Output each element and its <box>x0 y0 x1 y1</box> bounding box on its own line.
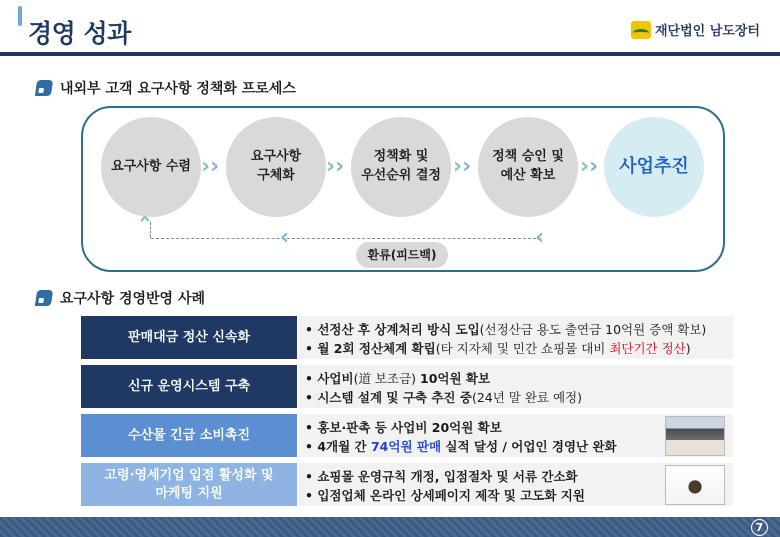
highlight-text: 최단기간 정산 <box>609 341 686 356</box>
chevron-left-icon: ‹ <box>535 225 545 250</box>
bold-text: • 홍보·판촉 등 사업비 20억원 확보 <box>305 420 502 435</box>
chevron-right-icon: ›› <box>453 154 472 179</box>
step-label: 요구사항 수렴 <box>111 158 191 174</box>
case-line <box>305 418 727 437</box>
process-step-3 <box>351 117 451 217</box>
header-divider <box>0 52 780 56</box>
header <box>0 0 780 56</box>
bold-text: • 선정산 후 상계처리 방식 도입 <box>305 322 480 337</box>
header-accent-bar <box>18 6 22 26</box>
highlight-text: 74억원 판매 <box>370 439 442 454</box>
process-step-1 <box>101 117 201 217</box>
section-bullet-icon <box>35 80 53 96</box>
case-body-1 <box>299 316 733 359</box>
bold-text: • 월 2회 정산체계 확립 <box>305 341 436 356</box>
section-cases-heading <box>36 288 205 308</box>
process-step-5 <box>604 117 704 217</box>
event-photo-thumbnail <box>665 416 725 456</box>
feedback-badge: 환류(피드백) <box>356 242 448 268</box>
product-photo-thumbnail <box>665 465 725 505</box>
step-label: 정책화 및 우선순위 결정 <box>361 149 441 183</box>
chevron-up-icon: › <box>132 214 158 224</box>
step-label: 정책 승인 및 예산 확보 <box>492 149 564 183</box>
case-label-3: 수산물 긴급 소비촉진 <box>81 414 297 457</box>
org-logo <box>631 20 760 39</box>
logo-icon <box>631 21 651 39</box>
case-line <box>305 339 727 358</box>
bold-text: • 4개월 간 <box>305 439 371 454</box>
plain-text: (타 지자체 및 민간 쇼핑몰 대비 <box>435 341 610 356</box>
bold-text: 10억원 확보 <box>420 371 491 386</box>
feedback-connector <box>150 222 151 238</box>
section-title: 내외부 고객 요구사항 정책화 프로세스 <box>60 81 296 97</box>
plain-text: (선정산금 용도 출연금 10억원 증액 확보) <box>479 322 707 337</box>
case-body-4 <box>299 463 733 506</box>
plain-text: (24년 말 완료 예정) <box>471 390 582 405</box>
chevron-right-icon: ›› <box>201 154 220 179</box>
page-number: 7 <box>751 519 768 536</box>
step-label: 요구사항 구체화 <box>250 149 302 183</box>
section-title: 요구사항 경영반영 사례 <box>60 291 205 307</box>
plain-text: ) <box>685 341 691 356</box>
bold-text: • 사업비 <box>305 371 354 386</box>
case-body-3 <box>299 414 733 457</box>
bold-text: • 쇼핑몰 운영규칙 개정, 입점절차 및 서류 간소화 <box>305 469 578 484</box>
bold-text: • 입점업체 온라인 상세페이지 제작 및 고도화 지원 <box>305 488 585 503</box>
case-label-2: 신규 운영시스템 구축 <box>81 365 297 408</box>
chevron-right-icon: ›› <box>326 154 345 179</box>
step-label: 사업추진 <box>619 155 689 177</box>
bold-text: 실적 달성 / 어업인 경영난 완화 <box>441 439 617 454</box>
process-step-4 <box>478 117 578 217</box>
chevron-right-icon: ›› <box>580 154 599 179</box>
case-line <box>305 369 727 388</box>
case-line <box>305 486 727 505</box>
case-label-1: 판매대금 정산 신속화 <box>81 316 297 359</box>
footer-band <box>0 517 780 537</box>
feedback-line <box>151 238 541 239</box>
case-label-4: 고령·영세기업 입점 활성화 및 마케팅 지원 <box>81 463 297 506</box>
bold-text: • 시스템 설계 및 구축 추진 중 <box>305 390 472 405</box>
case-body-2 <box>299 365 733 408</box>
plain-text: (道 보조금) <box>353 371 421 386</box>
case-line <box>305 437 727 456</box>
org-name: 재단법인 남도장터 <box>655 24 760 39</box>
case-line <box>305 320 727 339</box>
page-title: 경영 성과 <box>28 19 131 48</box>
section-bullet-icon <box>35 290 53 306</box>
section-process-heading <box>36 78 296 98</box>
chevron-left-icon: ‹ <box>280 225 290 250</box>
case-line <box>305 467 727 486</box>
process-step-2 <box>226 117 326 217</box>
case-line <box>305 388 727 407</box>
